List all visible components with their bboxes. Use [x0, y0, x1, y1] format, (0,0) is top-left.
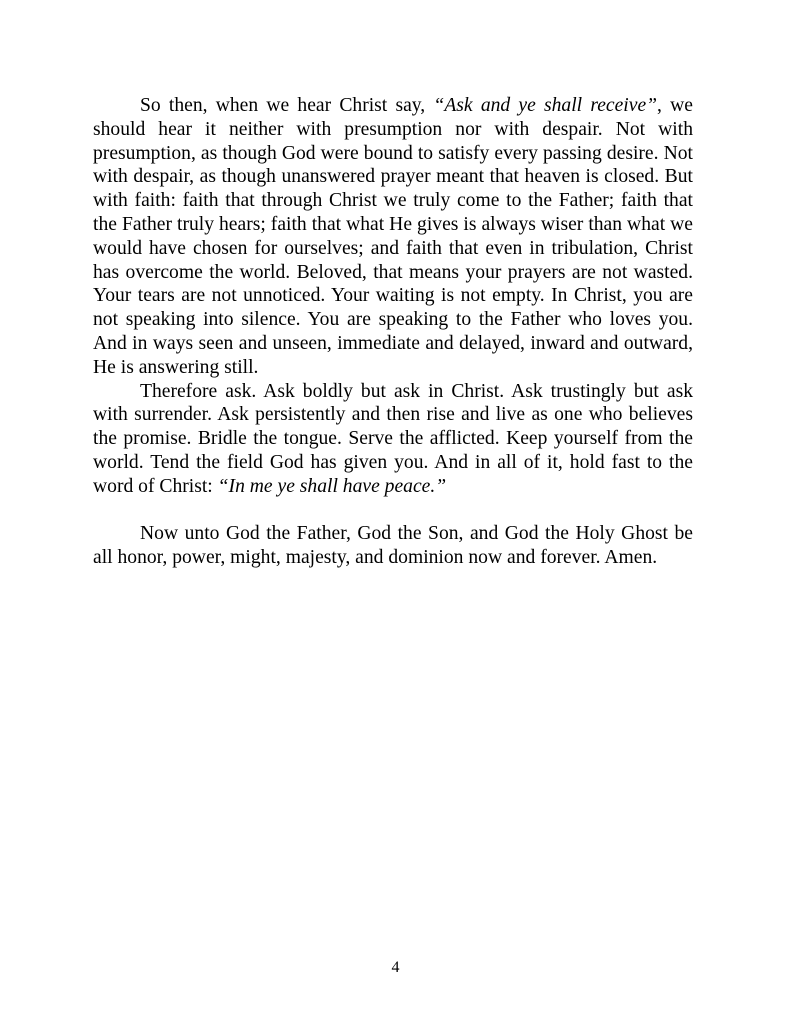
- paragraph-1-text-before: So then, when we hear Christ say,: [140, 95, 434, 116]
- sermon-body: [93, 94, 693, 570]
- page-number: 4: [391, 959, 400, 976]
- benediction-text: Now unto God the Father, God the Son, and God the Holy Ghost be all honor, power, might, majesty, and dominion now and forever. Amen.: [93, 523, 693, 569]
- scripture-quote-ask: “Ask and ye shall receive”: [433, 95, 658, 116]
- paragraph-1-text-after: , we should hear it neither with presumption nor with despair. Not with presumption, as though God were bound to satisfy every passing desire. Not with despair, as though unanswered prayer meant that heaven is closed. But with faith: faith that through Christ we truly come to the Father; faith that the Father truly hears; faith that what He gives is always wiser than what we would have chosen for ourselves; and faith that even in tribulation, Christ has overcome the world. Beloved, that means your prayers are not wasted. Your tears are not unnoticed. Your waiting is not empty. In Christ, you are not speaking into silence. You are speaking to the Father who loves you. And in ways seen and unseen, immediate and delayed, inward and outward, He is answering still.: [93, 95, 693, 378]
- scripture-quote-peace: “In me ye shall have peace.”: [217, 475, 447, 497]
- paragraph-2-text-before: Therefore ask. Ask boldly but ask in Christ. Ask trustingly but ask with surrender. Ask persistently and then rise and live as one who believes the promise. Bridle the tongue. Serve the afflicted. Keep yourself from the world. Tend the field God has given you. And in all of it, hold fast to the word of Christ:: [93, 380, 693, 497]
- paragraph-therefore-ask: [93, 380, 693, 499]
- paragraph-ask-and-receive: [93, 94, 693, 380]
- paragraph-benediction: [93, 522, 693, 570]
